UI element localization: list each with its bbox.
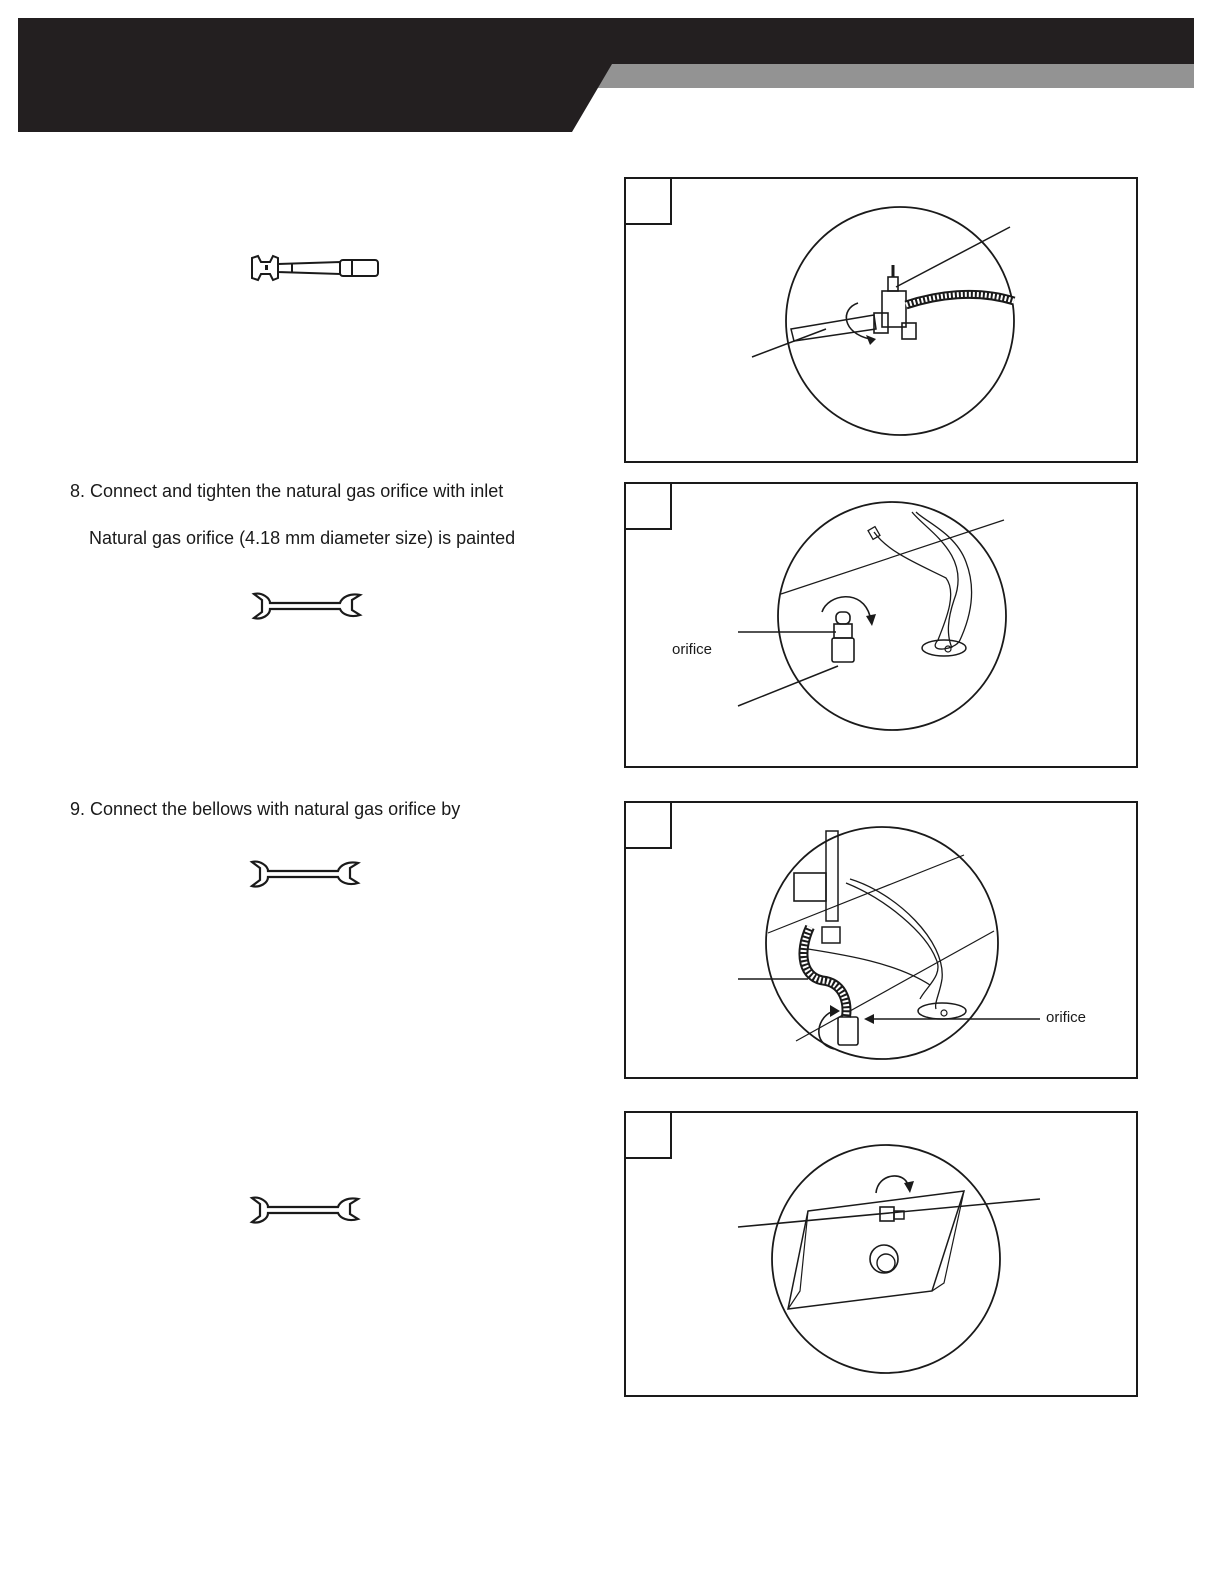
figure-2-illustration bbox=[626, 484, 1138, 768]
open-end-wrench-icon bbox=[246, 858, 362, 890]
header-band bbox=[0, 0, 1224, 140]
figure-4 bbox=[624, 1111, 1138, 1397]
figure-3-orifice-label: orifice bbox=[1046, 1009, 1087, 1026]
figure-3-illustration bbox=[626, 803, 1138, 1079]
step-8-line-1: 8. Connect and tighten the natural gas orifice with inlet bbox=[70, 481, 504, 501]
adjustable-wrench-icon bbox=[248, 252, 384, 284]
open-end-wrench-icon bbox=[248, 590, 364, 622]
step-8-line-2: Natural gas orifice (4.18 mm diameter size) is painted bbox=[89, 528, 516, 548]
figure-2 bbox=[624, 482, 1138, 768]
open-end-wrench-icon bbox=[246, 1194, 362, 1226]
step-9-line-1: 9. Connect the bellows with natural gas orifice by bbox=[70, 799, 461, 819]
figure-1 bbox=[624, 177, 1138, 463]
figure-2-orifice-label: orifice bbox=[672, 641, 713, 658]
header-accent-stripe bbox=[596, 64, 1194, 88]
figure-3 bbox=[624, 801, 1138, 1079]
figure-4-illustration bbox=[626, 1113, 1138, 1397]
figure-1-illustration bbox=[626, 179, 1138, 463]
